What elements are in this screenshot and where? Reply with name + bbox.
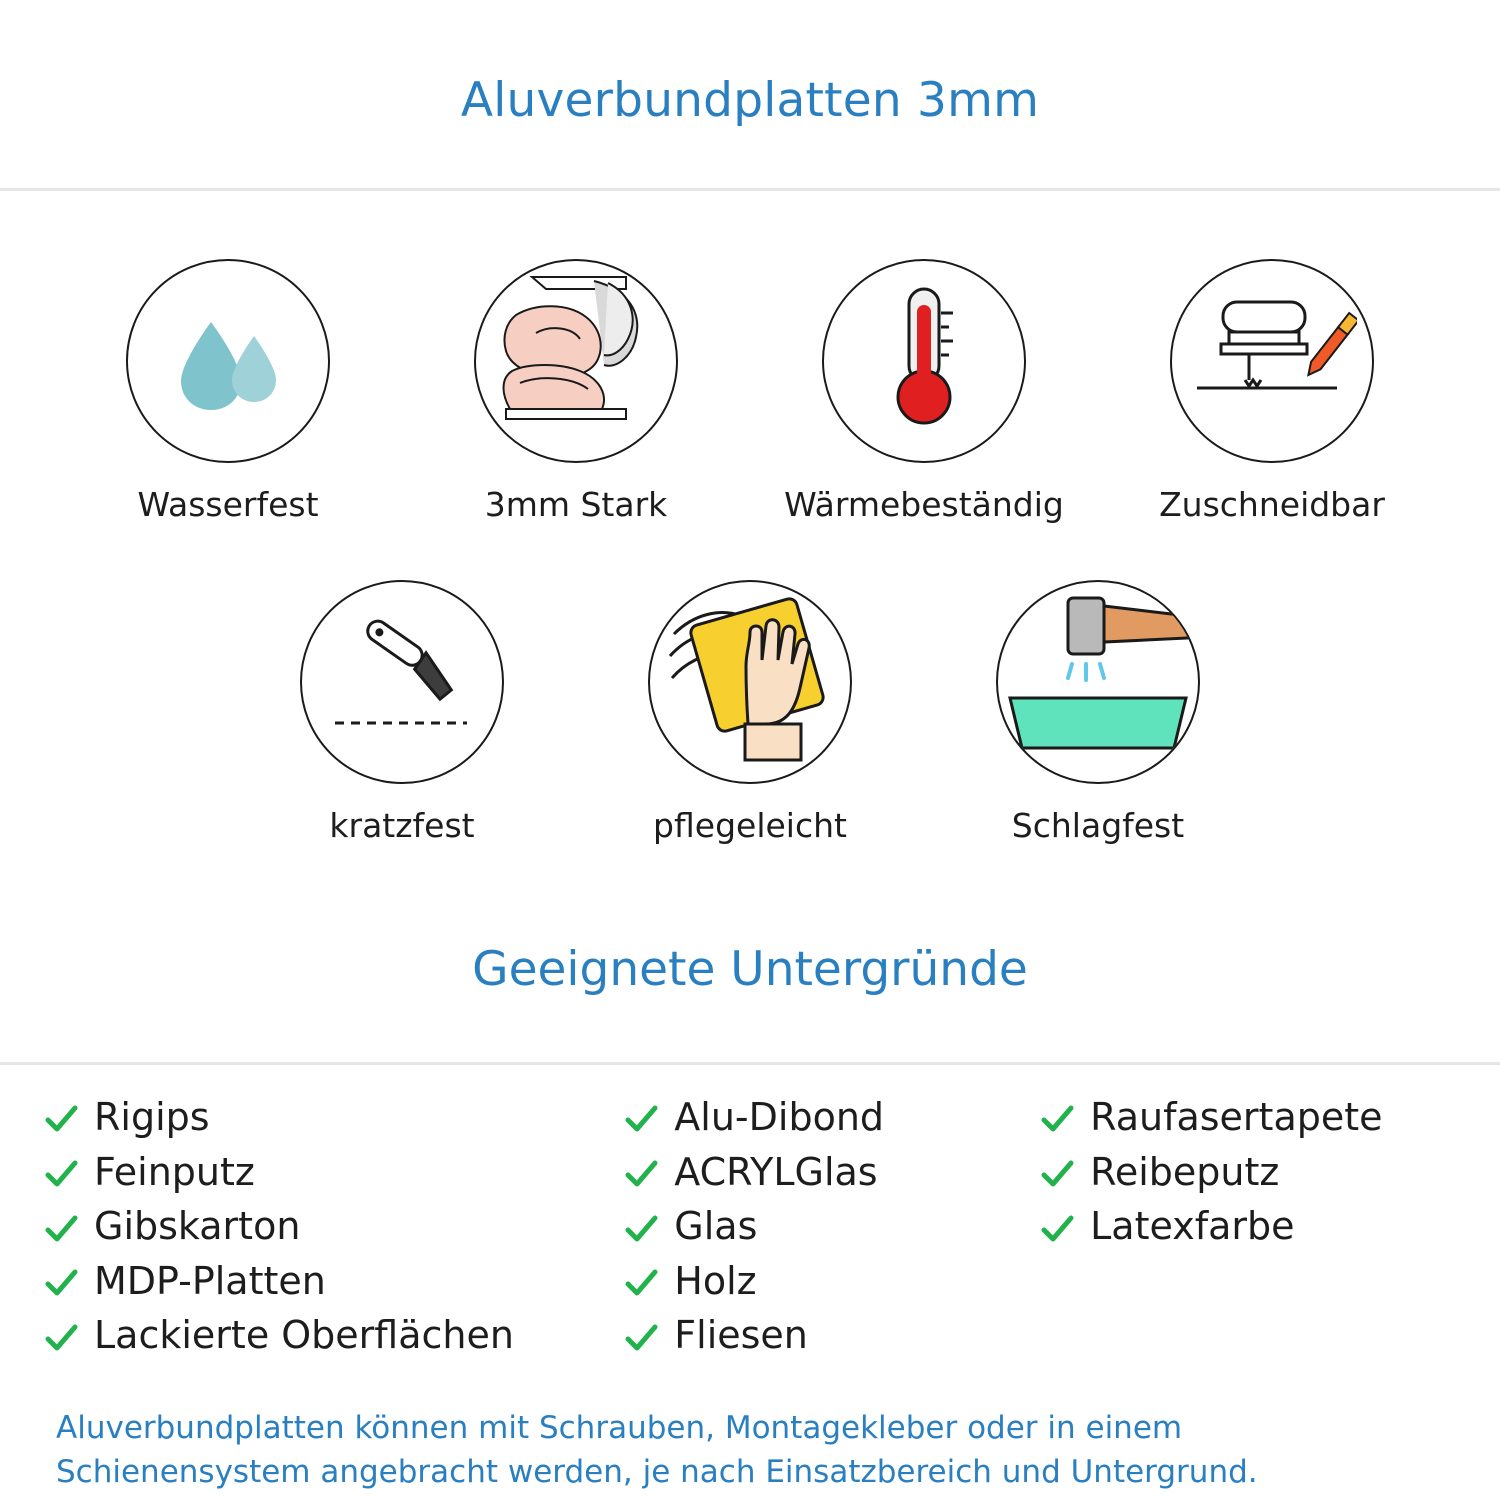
list-item xyxy=(624,1148,1040,1197)
list-item xyxy=(624,1202,1040,1251)
list-item xyxy=(1040,1093,1456,1142)
list-item xyxy=(44,1202,624,1251)
feature-zuschneidbar xyxy=(1122,259,1422,524)
list-item-label: Lackierte Oberflächen xyxy=(94,1313,514,1358)
check-icon xyxy=(624,1210,658,1244)
check-icon xyxy=(1040,1155,1074,1189)
list-item xyxy=(44,1311,624,1360)
feature-icon-circle xyxy=(822,259,1026,463)
list-item xyxy=(44,1257,624,1306)
page-title: Aluverbundplatten 3mm xyxy=(460,73,1040,129)
feature-label: Wasserfest xyxy=(137,484,319,524)
title-divider xyxy=(0,188,1500,191)
list-item xyxy=(1040,1202,1456,1251)
feature-label: Wärmebeständig xyxy=(784,484,1064,524)
flexing-arm-icon xyxy=(476,259,676,463)
feature-pflegeleicht xyxy=(600,580,900,845)
list-item-label: Holz xyxy=(674,1258,757,1303)
list-item-label: Latexfarbe xyxy=(1090,1204,1295,1249)
feature-label: Schlagfest xyxy=(1011,805,1185,845)
hammer-impact-icon xyxy=(998,580,1198,784)
thermometer-icon xyxy=(849,279,999,443)
check-icon xyxy=(624,1155,658,1189)
substrates-list xyxy=(0,1065,1500,1360)
check-icon xyxy=(44,1155,78,1189)
cleaning-cloth-hand-icon xyxy=(650,580,850,784)
list-item xyxy=(624,1257,1040,1306)
substrates-column-1 xyxy=(44,1093,624,1360)
feature-icon-circle xyxy=(474,259,678,463)
feature-3mm-stark xyxy=(426,259,726,524)
footnote-text: Aluverbundplatten können mit Schrauben, Montagekleber oder in einem Schienensystem angebracht werden, je nach Einsatzbereich und Untergrund. xyxy=(56,1410,1258,1491)
feature-label: Zuschneidbar xyxy=(1159,484,1385,524)
feature-row-2 xyxy=(0,580,1500,845)
feature-waermebestaendig xyxy=(774,259,1074,524)
substrates-column-3 xyxy=(1040,1093,1456,1360)
list-item-label: Fliesen xyxy=(674,1313,808,1358)
list-item xyxy=(624,1093,1040,1142)
water-drops-icon xyxy=(153,284,303,438)
jigsaw-cutter-icon xyxy=(1187,284,1357,438)
list-item-label: MDP-Platten xyxy=(94,1258,326,1303)
list-item-label: Rigips xyxy=(94,1094,210,1139)
list-item-label: Reibeputz xyxy=(1090,1149,1280,1194)
feature-row-1 xyxy=(0,259,1500,524)
feature-icon-circle xyxy=(996,580,1200,784)
substrates-title: Geeignete Untergründe xyxy=(472,941,1028,997)
feature-schlagfest xyxy=(948,580,1248,845)
list-item-label: Glas xyxy=(674,1204,758,1249)
list-item-label: Raufasertapete xyxy=(1090,1094,1383,1139)
feature-icon-circle xyxy=(648,580,852,784)
feature-wasserfest xyxy=(78,259,378,524)
check-icon xyxy=(624,1319,658,1353)
feature-icon-circle xyxy=(126,259,330,463)
list-item xyxy=(44,1148,624,1197)
check-icon xyxy=(44,1100,78,1134)
list-item-label: Gibskarton xyxy=(94,1204,301,1249)
feature-label: 3mm Stark xyxy=(484,484,668,524)
check-icon xyxy=(1040,1100,1074,1134)
list-item-label: ACRYLGlas xyxy=(674,1149,878,1194)
check-icon xyxy=(44,1264,78,1298)
feature-label: pflegeleicht xyxy=(653,805,847,845)
check-icon xyxy=(624,1264,658,1298)
list-item-label: Alu-Dibond xyxy=(674,1094,885,1139)
feature-icon-circle xyxy=(1170,259,1374,463)
check-icon xyxy=(624,1100,658,1134)
substrates-column-2 xyxy=(624,1093,1040,1360)
list-item xyxy=(44,1093,624,1142)
feature-kratzfest xyxy=(252,580,552,845)
list-item-label: Feinputz xyxy=(94,1149,255,1194)
feature-label: kratzfest xyxy=(329,805,475,845)
feature-icon-circle xyxy=(300,580,504,784)
list-item xyxy=(1040,1148,1456,1197)
check-icon xyxy=(44,1210,78,1244)
check-icon xyxy=(44,1319,78,1353)
knife-scratch-icon xyxy=(317,605,487,759)
list-item xyxy=(624,1311,1040,1360)
check-icon xyxy=(1040,1210,1074,1244)
